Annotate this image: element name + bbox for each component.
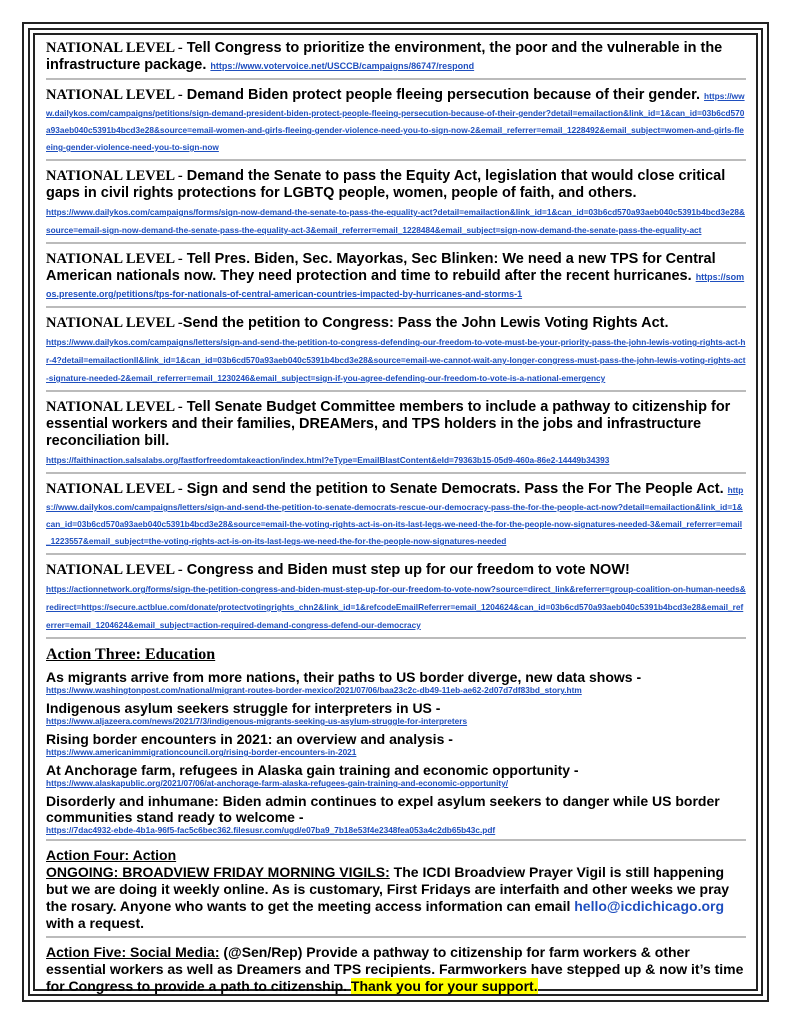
level-label: NATIONAL LEVEL -: [46, 562, 183, 578]
headline: Tell Senate Budget Committee members to include a pathway to citizenship for essential workers and their families, DREAMers, and TPS holders in the jobs and infrastructure reconciliation bill.: [46, 399, 731, 449]
national-item-7: [46, 481, 746, 555]
headline: Send the petition to Congress: Pass the John Lewis Voting Rights Act.: [182, 315, 669, 331]
education-item-4: [46, 762, 746, 788]
action-link[interactable]: https://www.dailykos.com/campaigns/letters/sign-and-send-the-petition-to-congress-defending-our-freedom-to-vote-must-be-your-priority-pass-the-john-lewis-voting-rights-act-hr-4?detail=emailactionll&link_id=1&can_id=03b6cd570a93aeb040c5391b4bcd3e28&source=email-we-cannot-wait-any-longer-congress-must-pass-the-john-lewis-voting-rights-act-signature-needed-2&email_referrer=email_1230246&email_subject=sign-if-you-agree-defending-our-freedom-to-vote-is-a-national-emergency: [46, 337, 746, 383]
headline: Sign and send the petition to Senate Democrats. Pass the For The People Act.: [186, 481, 724, 497]
article-link[interactable]: https://www.washingtonpost.com/national/migrant-routes-border-mexico/2021/07/06/baa23c2c-db49-11eb-ae62-2d07d7df83bd_story.htm: [46, 685, 582, 695]
national-item-3: [46, 168, 746, 244]
contact-email-link[interactable]: hello@icdichicago.org: [574, 898, 725, 914]
action-link[interactable]: https://www.dailykos.com/campaigns/forms/sign-now-demand-the-senate-to-pass-the-equality-act?detail=emailaction&link_id=1&can_id=03b6cd570a93aeb040c5391b4bcd3e28&source=email-sign-now-demand-the-senate-pass-the-equality-act-3&email_referrer=email_1228484&email_subject=sign-now-demand-the-senate-pass-the-equality-act: [46, 207, 745, 235]
level-label: NATIONAL LEVEL -: [46, 399, 183, 415]
national-item-5: [46, 315, 746, 392]
article-link[interactable]: https://www.aljazeera.com/news/2021/7/3/indigenous-migrants-seeking-us-asylum-struggle-for-interpreters: [46, 716, 468, 726]
article-title: Rising border encounters in 2021: an overview and analysis -: [46, 731, 453, 747]
headline: Congress and Biden must step up for our freedom to vote NOW!: [186, 562, 630, 578]
education-item-1: [46, 669, 746, 695]
vigil-tail: with a request.: [46, 915, 145, 931]
article-link[interactable]: https://www.alaskapublic.org/2021/07/06/at-anchorage-farm-alaska-refugees-gain-training-and-economic-opportunity/: [46, 778, 509, 788]
education-item-5: [46, 793, 746, 835]
article-link[interactable]: https://www.americanimmigrationcouncil.org/rising-border-encounters-in-2021: [46, 747, 357, 757]
level-label: NATIONAL LEVEL -: [46, 168, 183, 184]
level-label: NATIONAL LEVEL -: [46, 315, 183, 331]
divider: [46, 936, 746, 938]
action-link[interactable]: https://www.dailykos.com/campaigns/petitions/sign-demand-president-biden-protect-people-fleeing-persecution-because-of-their-gender?detail=emailaction&link_id=1&can_id=03b6cd570a93aeb040c5391b4bcd3e28&source=email-women-and-girls-fleeing-gender-violence-need-you-to-sign-now-2&email_referrer=email_1228492&email_subject=women-and-girls-fleeing-gender-violence-need-you-to-sign-now: [46, 91, 745, 152]
national-item-6: [46, 399, 746, 474]
action-link[interactable]: https://somos.presente.org/petitions/tps-for-nationals-of-central-american-countries-impacted-by-hurricanes-and-storms-1: [46, 272, 745, 299]
thank-you-note: Thank you for your support.: [350, 978, 538, 994]
divider: [46, 839, 746, 841]
article-title: At Anchorage farm, refugees in Alaska gain training and economic opportunity -: [46, 762, 579, 778]
level-label: NATIONAL LEVEL -: [46, 481, 183, 497]
headline: Demand the Senate to pass the Equity Act, legislation that would close critical gaps in civil rights protections for LGBTQ people, women, people of faith, and others.: [46, 168, 726, 201]
social-media-body: (@Sen/Rep) Provide a pathway to citizenship for farm workers & other essential workers as well as Dreamers and TPS recipients. Farmworkers have stepped up & now it’s time for Congress to provide a path to citizenship.: [46, 944, 744, 994]
action-link[interactable]: https://actionnetwork.org/forms/sign-the-petition-congress-and-biden-must-step-up-for-our-freedom-to-vote-now?source=direct_link&referrer=group-coalition-on-human-needs&redirect=https://secure.actblue.com/donate/protectvotingrights_chn2&link_id=1&refcodeEmailReferrer=email_1204624&can_id=03b6cd570a93aeb040c5391b4bcd3e28&email_referrer=email_1204624&email_subject=action-required-demand-congress-defend-our-democracy: [46, 584, 746, 630]
article-link[interactable]: https://7dac4932-ebde-4b1a-96f5-fac5c6bec362.filesusr.com/ugd/e07ba9_7b18e53f4e2348fea053a4c2db65b43c.pdf: [46, 825, 496, 835]
article-title: Disorderly and inhumane: Biden admin continues to expel asylum seekers to danger while US border communities stand ready to welcome -: [46, 793, 720, 825]
national-item-1: [46, 40, 746, 80]
article-title: As migrants arrive from more nations, their paths to US border diverge, new data shows -: [46, 669, 642, 685]
action-link[interactable]: https://www.votervoice.net/USCCB/campaigns/86747/respond: [210, 61, 475, 71]
headline: Demand Biden protect people fleeing persecution because of their gender.: [186, 87, 700, 103]
section-heading-action-four: Action Four: Action: [46, 847, 177, 863]
education-item-3: [46, 731, 746, 757]
article-title: Indigenous asylum seekers struggle for interpreters in US -: [46, 700, 441, 716]
vigil-body: The ICDI Broadview Prayer Vigil is still happening but we are doing it weekly online. As is customary, First Fridays are interfaith and other weeks we pray the rosary. Anyone who wants to get the meeting access information can email: [46, 864, 730, 914]
action-link[interactable]: https://faithinaction.salsalabs.org/fastforfreedomtakeaction/index.html?eType=EmailBlastContent&eId=79363b15-05d9-460a-86e2-14449b34393: [46, 455, 610, 465]
level-label: NATIONAL LEVEL -: [46, 251, 183, 267]
national-item-4: [46, 251, 746, 308]
headline: Tell Congress to prioritize the environment, the poor and the vulnerable in the infrastructure package.: [46, 40, 723, 73]
national-item-8: [46, 562, 746, 639]
vigil-lead: ONGOING: BROADVIEW FRIDAY MORNING VIGILS:: [46, 864, 390, 880]
level-label: NATIONAL LEVEL -: [46, 40, 183, 56]
education-item-2: [46, 700, 746, 726]
section-action-four: [46, 847, 746, 932]
section-action-five: [46, 944, 746, 995]
national-item-2: [46, 87, 746, 161]
document-body: [46, 40, 746, 995]
level-label: NATIONAL LEVEL -: [46, 87, 183, 103]
action-link[interactable]: https://www.dailykos.com/campaigns/letters/sign-and-send-the-petition-to-senate-democrats-rescue-our-democracy-pass-the-for-the-people-act-now?detail=emailaction&link_id=1&can_id=03b6cd570a93aeb040c5391b4bcd3e28&source=email-the-voting-rights-act-is-on-its-last-legs-we-need-the-for-the-people-now-signatures-needed-3&email_referrer=email_1223557&email_subject=the-voting-rights-act-is-on-its-last-legs-we-need-the-for-the-people-now-signatures-needed: [46, 485, 744, 546]
section-heading-action-five: Action Five: Social Media:: [46, 944, 220, 960]
headline: Tell Pres. Biden, Sec. Mayorkas, Sec Blinken: We need a new TPS for Central American nationals now. They need protection and time to rebuild after the recent hurricanes.: [46, 251, 716, 284]
section-heading-action-three: Action Three: Education: [46, 646, 216, 663]
